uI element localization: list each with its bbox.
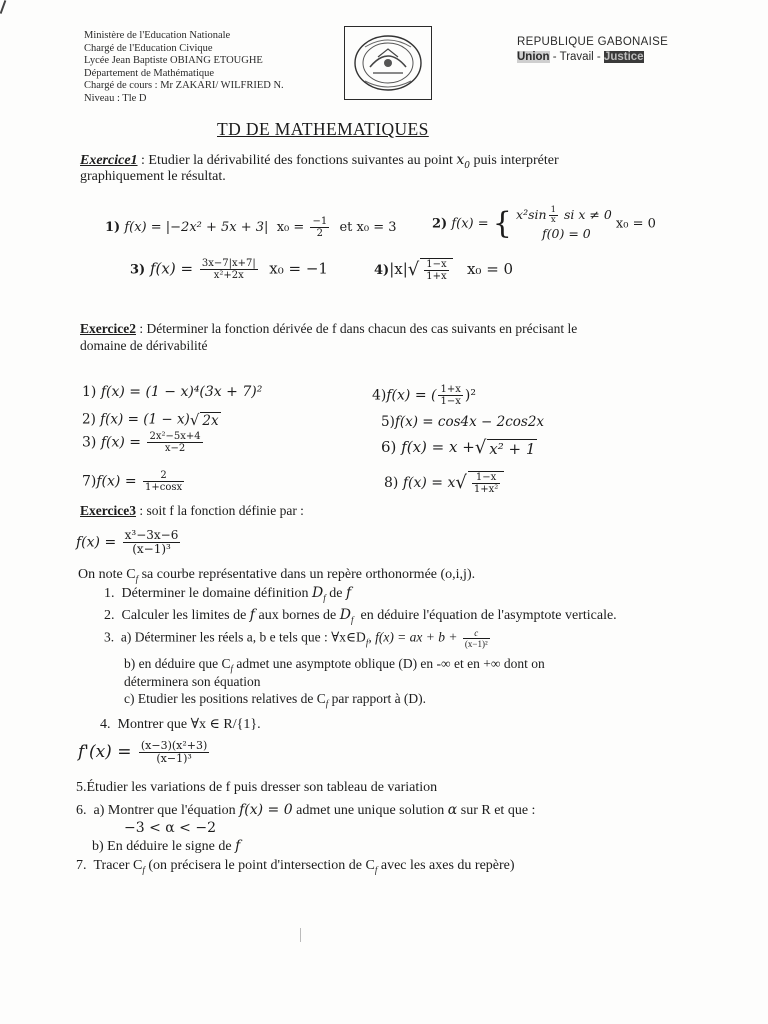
ex1-item-4: 4)|x|√ $\frac{1-x}{1+x}$ x₀ = 0 (374, 259, 514, 282)
header-line-ministry: Ministère de l'Education Nationale (84, 30, 231, 41)
exercise1-colon: : (137, 153, 145, 168)
ex2-item-4: 4)f(x) = ( $\frac{1+x}{1-x}$ )² (372, 384, 476, 407)
ex3-q3b: b) en déduire que $C_f$ admet une asymptote oblique (D) en -∞ et en +∞ dont on (124, 656, 545, 674)
motto-sep: - (593, 51, 604, 63)
exercise3-function: f(x) = $\frac{\text{x³−3x−6}}{\text{(x−1)³}}$ (76, 528, 179, 556)
exercise3-note: On note $C_f$ sa courbe représentative dans un repère orthonormée (o,i,j). (78, 567, 476, 584)
republic-title: REPUBLIQUE GABONAISE (517, 36, 669, 48)
exercise1-label: Exercice1 (80, 153, 138, 168)
exercise1-statement-line2: graphiquement le résultat. (80, 169, 226, 184)
ex3-q7: 7. Tracer $C_f$ (on précisera le point d'intersection de $C_f$ avec les axes du repère) (76, 858, 515, 875)
ex3-q4: 4. Montrer que ∀x ∈ R/{1}. (100, 717, 261, 732)
ex2-item-8: 8) f(x) = x√ $\frac{1-x}{\text{1+x²}}$ (384, 471, 504, 495)
ex1-item-3: 3) f(x) = $\frac{3x-7|x+7|}{\text{x²+2x}}$ x₀ = −1 (130, 258, 328, 281)
motto-justice: Justice (603, 51, 644, 63)
ex3-q5: 5.Étudier les variations de f puis dresser son tableau de variation (76, 780, 438, 795)
republic-motto (517, 51, 644, 63)
ex3-q3c: c) Etudier les positions relatives de $C_f$ par rapport à (D). (124, 691, 427, 709)
exercise3-statement (80, 503, 304, 519)
exercise1-text: Etudier la dérivabilité des fonctions suivantes au point (148, 153, 453, 168)
exercise2-text: : Déterminer la fonction dérivée de f dans chacun des cas suivants en précisant le (135, 321, 578, 336)
motto-sep: - (549, 51, 560, 63)
ex3-q3a: 3. a) Déterminer les réels a, b e tels que : $\forall x\in D_f$, f(x) = ax + b + $\frac{c}{\text{(x−1)²}}$ (104, 628, 488, 649)
header-line-department: Département de Mathématique (84, 67, 215, 79)
exercise1-x0: $x_0$ (456, 152, 470, 171)
motto-travail: Travail (559, 51, 594, 63)
ex1-item-1: 1) f(x) = |−2x² + 5x + 3| x₀ = $\frac{-1}{2}$ et x₀ = 3 (105, 216, 397, 239)
header-left-block (84, 30, 284, 106)
ex3-derivative: f'(x) = $\frac{\text{(x−3)(x²+3)}}{\text{(x−1)³}}$ (78, 739, 208, 765)
ex2-item-1: 1) f(x) = (1 − x)⁴(3x + 7)² (82, 384, 263, 400)
ex3-q2: 2. Calculer les limites de f aux bornes de $D_f$ en déduire l'équation de l'asymptote verticale. (104, 607, 617, 625)
exercise2-label: Exercice2 (80, 321, 136, 336)
ex3-q6a: 6. a) Montrer que l'équation f(x) = 0 admet une unique solution α sur R et que : (76, 802, 536, 818)
ex2-item-7: 7)f(x) = $\frac{2}{1+\cos x}$ (82, 470, 183, 493)
exercise3-intro: : soit f la fonction définie par : (135, 503, 304, 518)
school-emblem-frame (344, 26, 432, 100)
header-line-lycee: Lycée Jean Baptiste OBIANG ETOUGHE (84, 55, 263, 67)
school-emblem-icon (345, 27, 431, 99)
ex3-q6b: b) En déduire le signe de f (92, 838, 241, 854)
ex3-q3b-line2: déterminera son équation (124, 674, 261, 689)
exercise2-statement (80, 321, 577, 337)
ex2-item-5: 5)f(x) = cos4x − 2cos2x (381, 414, 545, 430)
header-line-level: Niveau : Tle D (84, 92, 147, 104)
exercise1-text-b: puis interpréter (473, 153, 559, 168)
scan-mark (300, 928, 301, 942)
exercise3-label: Exercice3 (80, 503, 136, 518)
header-line-charge-education: Chargé de l'Education Civique (84, 42, 213, 54)
header-line-teacher: Chargé de cours : Mr ZAKARI/ WILFRIED N. (84, 80, 284, 92)
scan-mark (0, 0, 6, 14)
motto-union: Union (517, 51, 550, 63)
ex3-q1: 1. Déterminer le domaine définition $D_f$ de f (104, 585, 352, 603)
ex2-item-6: 6) f(x) = x +√ x² + 1 (381, 437, 536, 458)
document-title: TD DE MATHEMATIQUES (217, 119, 429, 139)
exercise2-statement-line2: domaine de dérivabilité (80, 338, 208, 353)
ex1-item-2: 2) f(x) = { x²sin $\frac{1}{x}$ si x ≠ 0 f(0) = 0 x₀ = 0 (432, 205, 656, 241)
ex2-item-2: 2) f(x) = (1 − x)√ 2x (82, 411, 219, 429)
exercise1-statement (80, 152, 559, 171)
ex3-q6-inequality: −3 < α < −2 (124, 820, 216, 836)
ex2-item-3: 3) f(x) = $\frac{\text{2x²−5x+4}}{x-2}$ (82, 431, 201, 454)
